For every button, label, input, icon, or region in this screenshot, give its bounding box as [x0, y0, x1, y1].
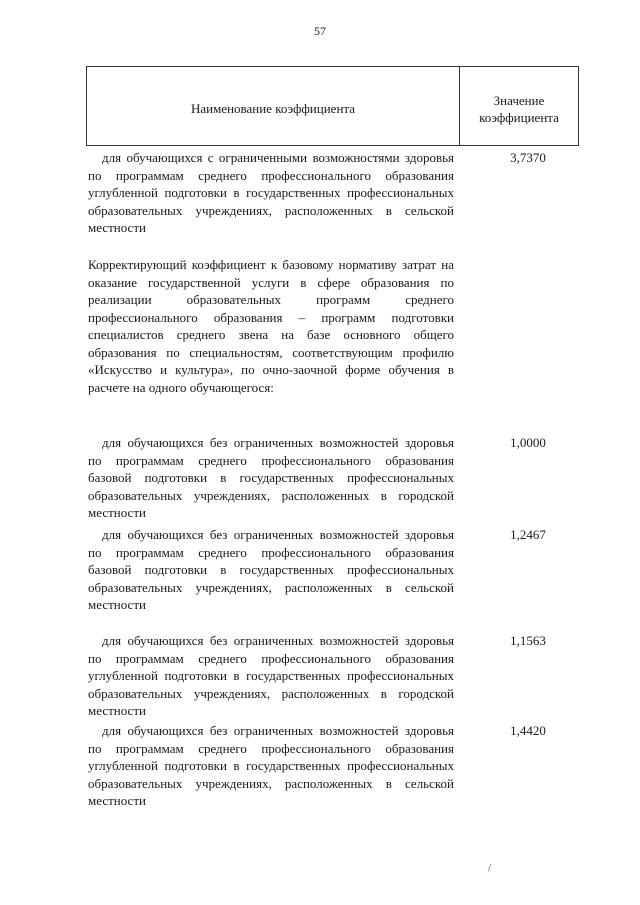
row-value: 1,0000 — [510, 435, 546, 450]
row-description: для обучающихся без ограниченных возможностей здоровья по программам среднего профессионального образования углубленной подготовки в государственных профессиональных образовательных учреждениях, расположенных в городской местности — [88, 633, 454, 718]
page-number: 57 — [314, 24, 326, 38]
row-value: 1,1563 — [510, 633, 546, 648]
table-header — [86, 66, 579, 146]
row-description: Корректирующий коэффициент к базовому нормативу затрат на оказание государственной услуги в сфере образования по реализации образовательных программ среднего профессионального образования – программ подготовки специалистов среднего звена на базе основного общего образования по специальностям, соответствующим профилю «Искусство и культура», по очно-заочной форме обучения в расчете на одного обучающегося: — [88, 257, 454, 395]
row-description: для обучающихся без ограниченных возможностей здоровья по программам среднего профессионального образования базовой подготовки в государственных профессиональных образовательных учреждениях, расположенных в городской местности — [88, 435, 454, 520]
column-header-value-line2: коэффициента — [479, 110, 559, 125]
table-row — [88, 256, 568, 396]
column-header-value-line1: Значение — [493, 93, 545, 108]
table-row — [88, 149, 568, 237]
row-value: 1,4420 — [510, 723, 546, 738]
column-header-value — [460, 67, 578, 145]
table-row — [88, 632, 568, 720]
row-description: для обучающихся с ограниченными возможностями здоровья по программам среднего профессионального образования углубленной подготовки в государственных профессиональных образовательных учреждениях, расположенных в сельской местности — [88, 150, 454, 235]
column-header-name: Наименование коэффициента — [87, 67, 460, 145]
row-value: 1,2467 — [510, 527, 546, 542]
row-value: 3,7370 — [510, 150, 546, 165]
scan-mark: / — [488, 862, 492, 874]
table-row — [88, 434, 568, 522]
table-row — [88, 526, 568, 614]
table-row — [88, 722, 568, 810]
row-description: для обучающихся без ограниченных возможностей здоровья по программам среднего профессионального образования базовой подготовки в государственных профессиональных образовательных учреждениях, расположенных в сельской местности — [88, 527, 454, 612]
row-description: для обучающихся без ограниченных возможностей здоровья по программам среднего профессионального образования углубленной подготовки в государственных профессиональных образовательных учреждениях, расположенных в сельской местности — [88, 723, 454, 808]
